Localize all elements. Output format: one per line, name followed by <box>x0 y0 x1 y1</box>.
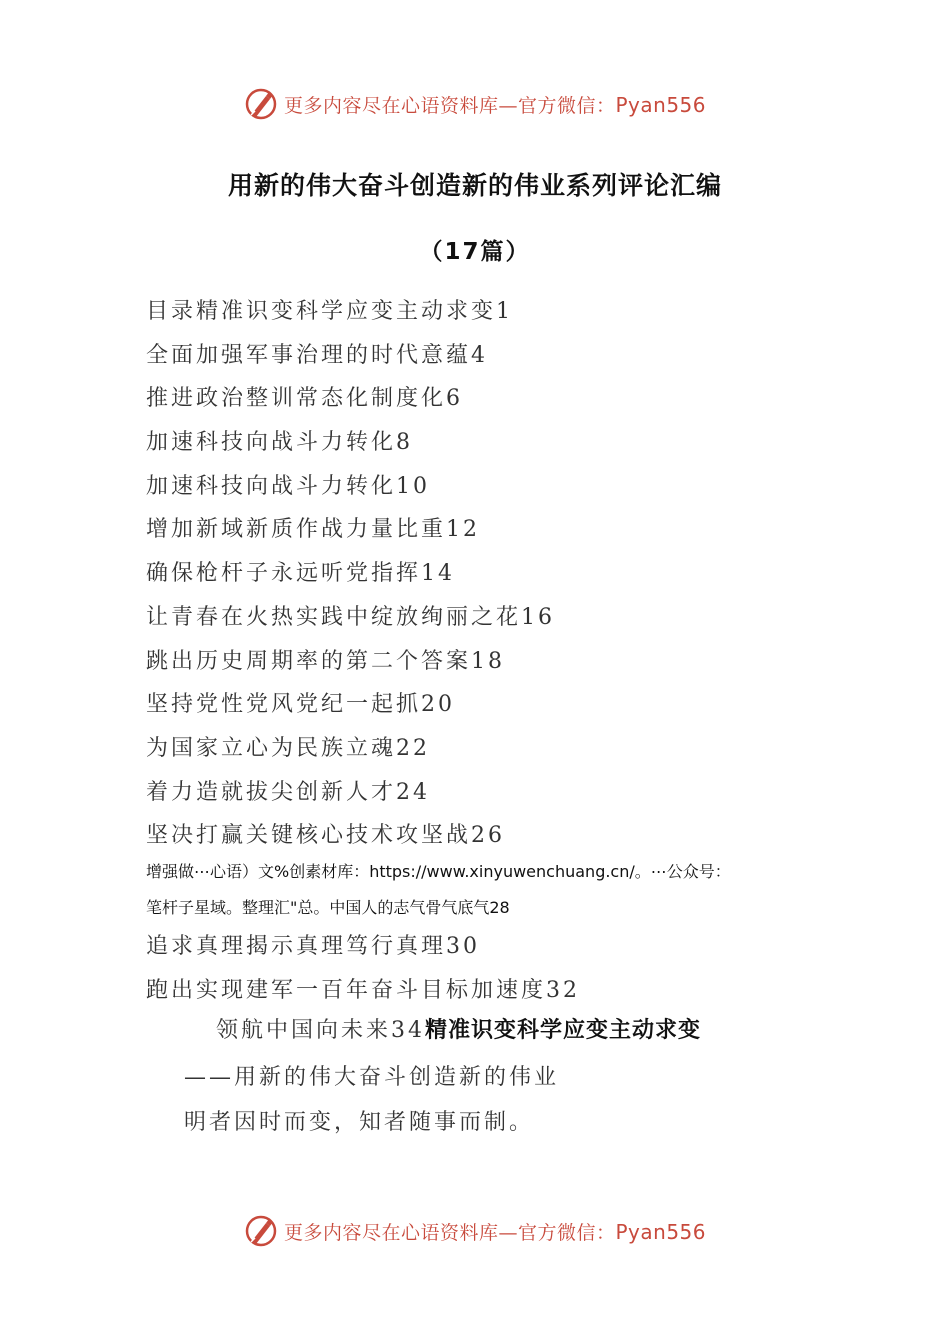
toc-item: 追求真理揭示真理笃行真理30 <box>146 934 480 959</box>
toc-item: 推进政治整训常态化制度化6 <box>146 386 463 412</box>
toc-item: 坚决打赢关键核心技术攻坚战26 <box>146 823 505 849</box>
toc-item: 跳出历史周期率的第二个答案18 <box>146 648 505 674</box>
toc-item: 加速科技向战斗力转化8 <box>146 430 413 456</box>
toc-item: 全面加强军事治理的时代意蕴4 <box>146 342 488 368</box>
toc-item: 目录精准识变科学应变主动求变1 <box>146 299 513 324</box>
document-subtitle: （17篇） <box>419 239 531 265</box>
toc-item: 跑出实现建军一百年奋斗目标加速度32 <box>146 977 580 1003</box>
article-first-line: 明者因时而变，知者随事而制。 <box>184 1110 535 1135</box>
table-of-contents-continued <box>146 925 580 1012</box>
footer-watermark-banner <box>0 1211 950 1251</box>
toc-item: 为国家立心为民族立魂22 <box>146 735 430 761</box>
toc-item: 着力造就拔尖创新人才24 <box>146 779 430 805</box>
document-title: 用新的伟大奋斗创造新的伟业系列评论汇编 <box>227 171 722 200</box>
toc-item: 加速科技向战斗力转化10 <box>146 473 430 499</box>
table-of-contents <box>146 290 555 858</box>
toc-item: 坚持党性党风党纪一起抓20 <box>146 692 455 718</box>
toc-item: 确保枪杆子永远听党指挥14 <box>146 561 455 587</box>
pen-nib-seal-icon <box>244 87 278 121</box>
toc-last-item-line <box>216 1013 701 1044</box>
toc-item: 增加新域新质作战力量比重12 <box>146 517 480 543</box>
article-subheading: ——用新的伟大奋斗创造新的伟业 <box>184 1065 560 1090</box>
toc-watermark-line-1: 增强做⋯心语）文%创素材库：https://www.xinyuwenchuang.cn/。⋯公众号： <box>146 862 731 881</box>
header-watermark-banner <box>0 84 950 124</box>
banner-text: 更多内容尽在心语资料库—官方微信：Pyan556 <box>283 1219 707 1244</box>
toc-watermark-line-2: 笔杆子星域。整理汇"总。中国人的志气骨气底气28 <box>146 898 510 917</box>
banner-text: 更多内容尽在心语资料库—官方微信：Pyan556 <box>283 92 707 117</box>
toc-item: 领航中国向未来34 <box>216 1018 425 1043</box>
toc-item: 让青春在火热实践中绽放绚丽之花16 <box>146 604 555 630</box>
article-heading: 精准识变科学应变主动求变 <box>425 1018 702 1043</box>
pen-nib-seal-icon <box>244 1214 278 1248</box>
